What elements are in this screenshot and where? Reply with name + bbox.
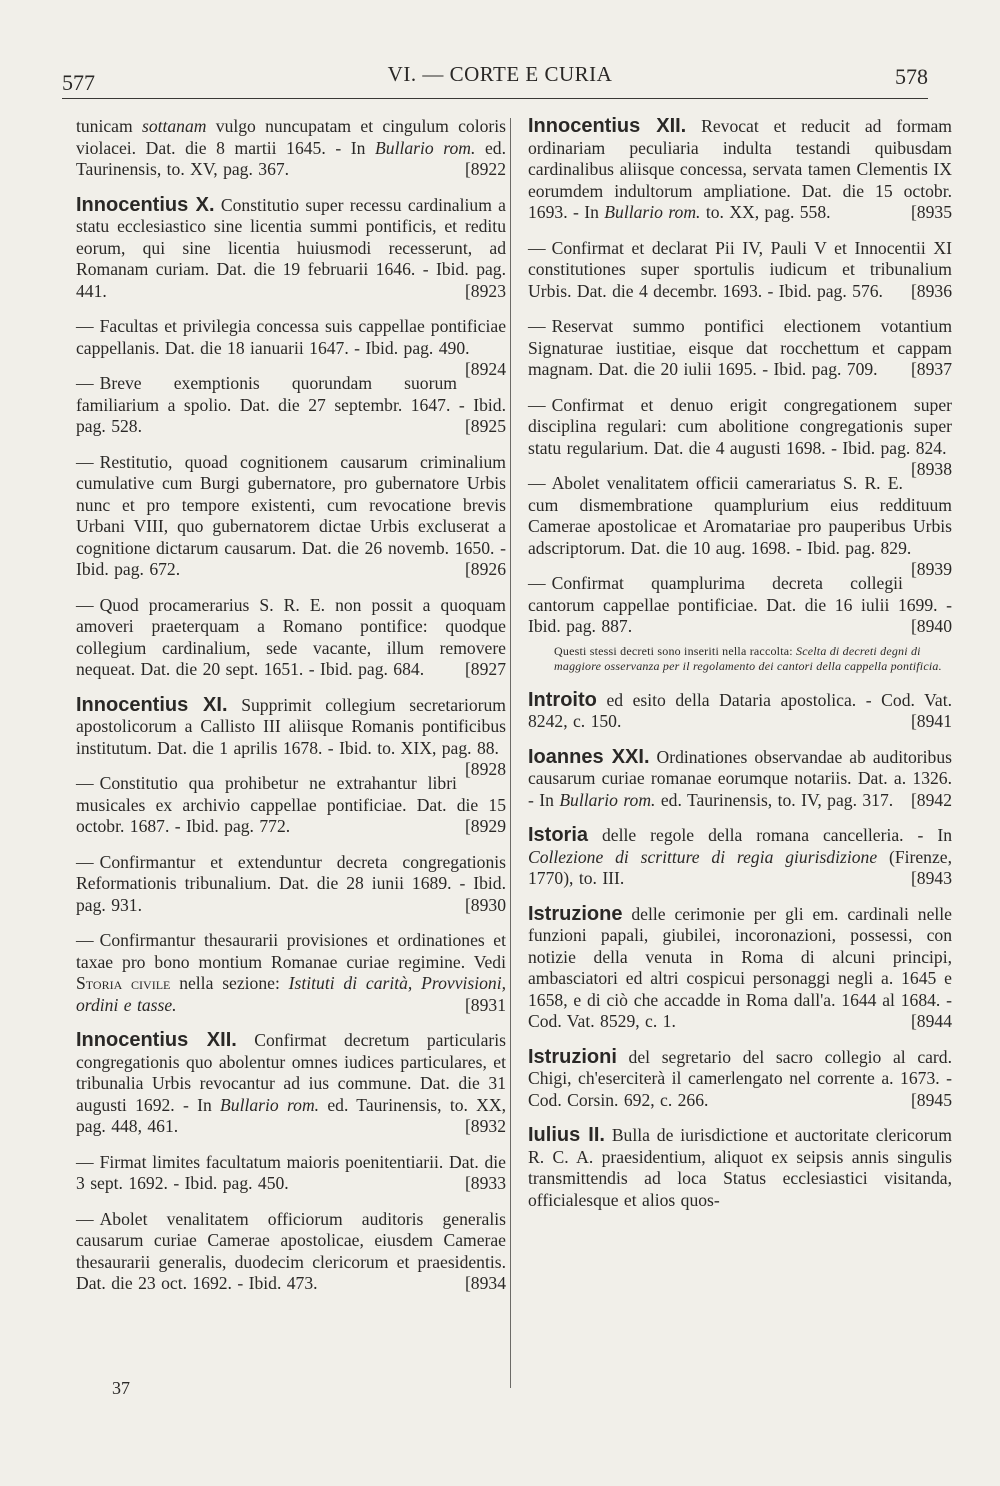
entry-reference-number: [8937 [910, 359, 952, 379]
continuation-dash: — [528, 237, 546, 258]
continuation-dash: — [76, 1208, 94, 1229]
entry-reference-number: [8929 [464, 816, 506, 836]
entry-heading: Istoria [528, 824, 589, 846]
italic-text: Bullario rom. [220, 1094, 320, 1115]
italic-text: Istituti di carità, Provvisioni, ordini e tasse. [76, 973, 507, 1015]
catalog-entry [528, 573, 952, 638]
entry-text: Confirmat decretum particularis congregationis quo abolentur omnes iudices particulares, et tribunalia Urbis revocantur ad ius commune. Dat. die 31 augusti 1692. - In [76, 1030, 506, 1115]
entry-text: Supprimit collegium secretariorum apostolicorum a Callisto III aliisque Romanis pontificibus institutum. Dat. die 1 aprilis 1678. - Ibid. to. XIX, pag. 88. [76, 694, 506, 758]
entry-heading: Innocentius XI. [76, 693, 228, 716]
entry-reference-number: [8941 [910, 711, 952, 731]
entry-text: ed. Taurinensis, to. XV, pag. 367. [76, 137, 506, 179]
catalog-entry [76, 595, 506, 681]
continuation-dash: — [76, 316, 94, 336]
continuation-dash: — [76, 594, 94, 615]
entry-text: Reservat summo pontifici electionem votantium Signaturae iustitiae, eisque dat rocchettum et cappam magnam. Dat. die 20 iulii 1695. - Ibid. pag. 709. [528, 316, 952, 379]
entry-text: Confirmat et denuo erigit congregationem super disciplina regulari: cum abolitione congregationis super statu regularium. Dat. die 4 augusti 1698. - Ibid. pag. 824. [528, 394, 952, 458]
entry-reference-number: [8943 [910, 868, 952, 888]
continuation-dash: — [76, 773, 94, 793]
entry-text: Restitutio, quoad cognitionem causarum criminalium cumulative cum Burgi gubernatore, pro gubernatore Urbis nunc et pro tempore existenti, cum revocatione brevis Urbani VIII, quo gubernatorem dictae Urbis excluserat a cognitione dictarum causarum. Dat. die 26 novemb. 1650. - Ibid. pag. 672. [76, 451, 506, 579]
entry-reference-number: [8931 [464, 994, 506, 1015]
continuation-dash: — [76, 930, 94, 950]
entry-text: Constitutio super recessu cardinalium a statu ecclesiastico sine licentia summi pontificis, et reditu eorum, qui sine licentia huiusmodi recesserunt, ad Romanam curiam. Dat. die 19 februarii 1646. - Ibid. pag. 441. [76, 194, 506, 301]
entry-reference-number: [8936 [910, 280, 952, 301]
italic-text: sottanam [141, 116, 207, 136]
continuation-dash: — [76, 1151, 94, 1172]
left-column [76, 116, 506, 1309]
entry-text: (Firenze, 1770), to. III. [528, 846, 952, 888]
entry-reference-number: [8939 [910, 559, 952, 579]
entry-text: ed. Taurinensis, to. IV, pag. 317. [655, 789, 894, 810]
catalog-entry [76, 1209, 506, 1295]
entry-text: tunicam [76, 116, 142, 136]
entry-reference-number: [8927 [464, 659, 506, 679]
catalog-entry [528, 1125, 952, 1211]
catalog-entry [76, 452, 506, 581]
entry-reference-number: [8922 [464, 159, 506, 179]
catalog-entry [528, 825, 952, 890]
entry-heading: Iulius II. [528, 1124, 605, 1146]
entry-reference-number: [8932 [464, 1116, 506, 1136]
entry-text: delle regole della romana cancelleria. - In [602, 825, 952, 845]
italic-text: Bullario rom. [559, 789, 656, 810]
right-column [528, 116, 952, 1225]
catalog-entry [528, 747, 952, 812]
italic-text: Scelta di decreti degni di maggiore osservanza per il regolamento dei cantori della cappella pontificia. [554, 643, 942, 673]
entry-text: Firmat limites facultatum maioris poenitentiarii. Dat. die 3 sept. 1692. - Ibid. pag. 450. [76, 1151, 506, 1193]
catalog-entry [528, 690, 952, 733]
entry-reference-number: [8923 [464, 280, 506, 301]
entry-reference-number: [8935 [910, 202, 952, 222]
entry-heading: Introito [528, 688, 597, 711]
entry-text: Questi stessi decreti sono inseriti nella raccolta: [554, 643, 796, 658]
entry-reference-number: [8926 [464, 559, 506, 579]
catalog-entry [528, 473, 952, 579]
italic-text: Collezione di scritture di regia giurisdizione [528, 846, 878, 867]
continuation-dash: — [76, 373, 94, 393]
entry-text: Confirmantur thesaurarii provisiones et ordinationes et taxae pro bono montium Romanae curiae regimine. Vedi [76, 930, 506, 972]
catalog-entry [528, 1047, 952, 1112]
entry-reference-number: [8938 [910, 459, 952, 479]
entry-note [528, 644, 952, 674]
entry-text: nella sezione: [170, 973, 289, 993]
italic-text: Bullario rom. [604, 202, 701, 222]
page-number-right: 578 [895, 64, 928, 89]
entry-text: Abolet venalitatem officii camerariatus S. R. E. cum dismembratione quamplurium eius reddituum Camerae apostolicae et Aromatariae pro pauperibus Urbis adscriptorum. Dat. die 10 aug. 1698. - Ibid. pag. 829. [528, 473, 952, 558]
continuation-dash: — [76, 451, 94, 472]
entry-reference-number: [8940 [910, 616, 952, 636]
catalog-entry [76, 773, 506, 838]
catalog-entry [76, 1152, 506, 1195]
smallcaps-text: Storia civile [76, 973, 171, 993]
entry-text: vulgo nuncupatam et cingulum coloris violacei. Dat. die 8 martii 1645. - In [76, 116, 507, 158]
continuation-dash: — [528, 316, 546, 336]
entry-text: ed esito della Dataria apostolica. - Cod. Vat. 8242, c. 150. [528, 689, 952, 731]
entry-heading: Istruzione [528, 902, 623, 925]
italic-text: Bullario rom. [375, 137, 476, 158]
entry-reference-number: [8942 [910, 789, 952, 810]
catalog-entry [76, 852, 506, 917]
catalog-entry [528, 904, 952, 1033]
entry-heading: Innocentius XII. [76, 1029, 237, 1051]
entry-text: Confirmat quamplurima decreta collegii cantorum cappellae pontificiae. Dat. die 16 iulii 1699. - Ibid. pag. 887. [528, 573, 952, 636]
catalog-entry [528, 394, 952, 479]
continuation-dash: — [528, 394, 546, 415]
entry-text: Revocat et reducit ad formam ordinariam peculiaria indulta testandi quibusdam cardinalibus aliisque concessa, servata tamen Clementis IX eorumdem indultorum ampliatione. Dat. die 15 octobr. 1693. - In [528, 116, 952, 222]
catalog-entry [76, 930, 506, 1016]
entry-text: Constitutio qua prohibetur ne extrahantur libri musicales ex archivio cappellae pontificiae. Dat. die 15 octobr. 1687. - Ibid. pag. 772. [76, 773, 506, 836]
entry-reference-number: [8945 [910, 1089, 952, 1110]
entry-reference-number: [8925 [464, 416, 506, 436]
catalog-entry [76, 116, 506, 181]
entry-reference-number: [8924 [464, 359, 506, 379]
column-divider [510, 118, 511, 1388]
catalog-entry [528, 316, 952, 381]
entry-text: to. XX, pag. 558. [700, 202, 831, 222]
catalog-entry [76, 373, 506, 438]
catalog-entry [76, 1030, 506, 1138]
entry-text: delle cerimonie per gli em. cardinali nelle funzioni papali, giubilei, incoronazioni, possessi, con notizie della venuta in Roma di alcuni principi, ambasciatori ed altri cospicui personaggi negli a. 1645 e 1658, e di ciò che accadde in Roma dall'a. 1644 al 1684. - Cod. Vat. 8529, c. 1. [528, 903, 952, 1031]
entry-reference-number: [8933 [464, 1173, 506, 1193]
entry-reference-number: [8944 [910, 1011, 952, 1031]
entry-heading: Ioannes XXI. [528, 745, 650, 768]
entry-text: ed. Taurinensis, to. XX, pag. 448, 461. [76, 1094, 506, 1136]
catalog-entry [76, 316, 506, 379]
entry-reference-number: [8934 [464, 1273, 506, 1293]
entry-heading: Innocentius XII. [528, 115, 687, 137]
catalog-entry [528, 238, 952, 303]
entry-text: Quod procamerarius S. R. E. non possit a quoquam amoveri praeterquam a Romano pontifice: quodque collegium cardinalium, sede vacante, illum removere nequeat. Dat. die 20 sept. 1651. - Ibid. pag. 684. [76, 594, 506, 679]
entry-text: Confirmantur et extenduntur decreta congregationis Reformationis tribunalium. Dat. die 28 iunii 1689. - Ibid. pag. 931. [76, 851, 506, 915]
entry-text: Facultas et privilegia concessa suis cappellae pontificiae cappellanis. Dat. die 18 ianuarii 1647. - Ibid. pag. 490. [76, 316, 506, 358]
entry-heading: Istruzioni [528, 1045, 617, 1068]
folio-number: 37 [112, 1378, 130, 1398]
entry-text: Ordinationes observandae ab auditoribus causarum curiae romanae eorumque notariis. Dat. a. 1326. - In [528, 746, 952, 810]
entry-text: Abolet venalitatem officiorum auditoris generalis causarum curiae Camerae apostolicae, eiusdem Camerae thesaurarii generalis, duodecim clericorum et praesidentis. Dat. die 23 oct. 1692. - Ibid. 473. [76, 1208, 506, 1293]
catalog-entry [76, 195, 506, 303]
page-number-left: 577 [62, 70, 95, 95]
entry-text: Breve exemptionis quorundam suorum familiarium a spolio. Dat. die 27 septembr. 1647. - Ibid. pag. 528. [76, 373, 506, 436]
entry-text: Bulla de iurisdictione et auctoritate clericorum R. C. A. praesidentium, aliquot ex seipsis annis singulis transmittendis ad loca Status ecclesiastici visitanda, officialesque et alios quos- [528, 1125, 952, 1210]
continuation-dash: — [528, 473, 546, 493]
entry-heading: Innocentius X. [76, 193, 215, 216]
entry-text: del segretario del sacro collegio al card. Chigi, ch'eserciterà il camerlengato nel corrente a. 1673. - Cod. Corsin. 692, c. 266. [528, 1046, 952, 1110]
continuation-dash: — [528, 573, 546, 593]
catalog-entry [76, 693, 506, 779]
continuation-dash: — [76, 851, 94, 872]
entry-reference-number: [8928 [464, 759, 506, 779]
header-rule [62, 98, 928, 99]
entry-text: Confirmat et declarat Pii IV, Pauli V et Innocentii XI constitutiones super sportulis iudicum et tribunalium Urbis. Dat. die 4 decembr. 1693. - Ibid. pag. 576. [528, 237, 952, 301]
catalog-entry [528, 116, 952, 224]
entry-reference-number: [8930 [464, 894, 506, 915]
running-head: VI. — CORTE E CURIA [387, 62, 613, 86]
